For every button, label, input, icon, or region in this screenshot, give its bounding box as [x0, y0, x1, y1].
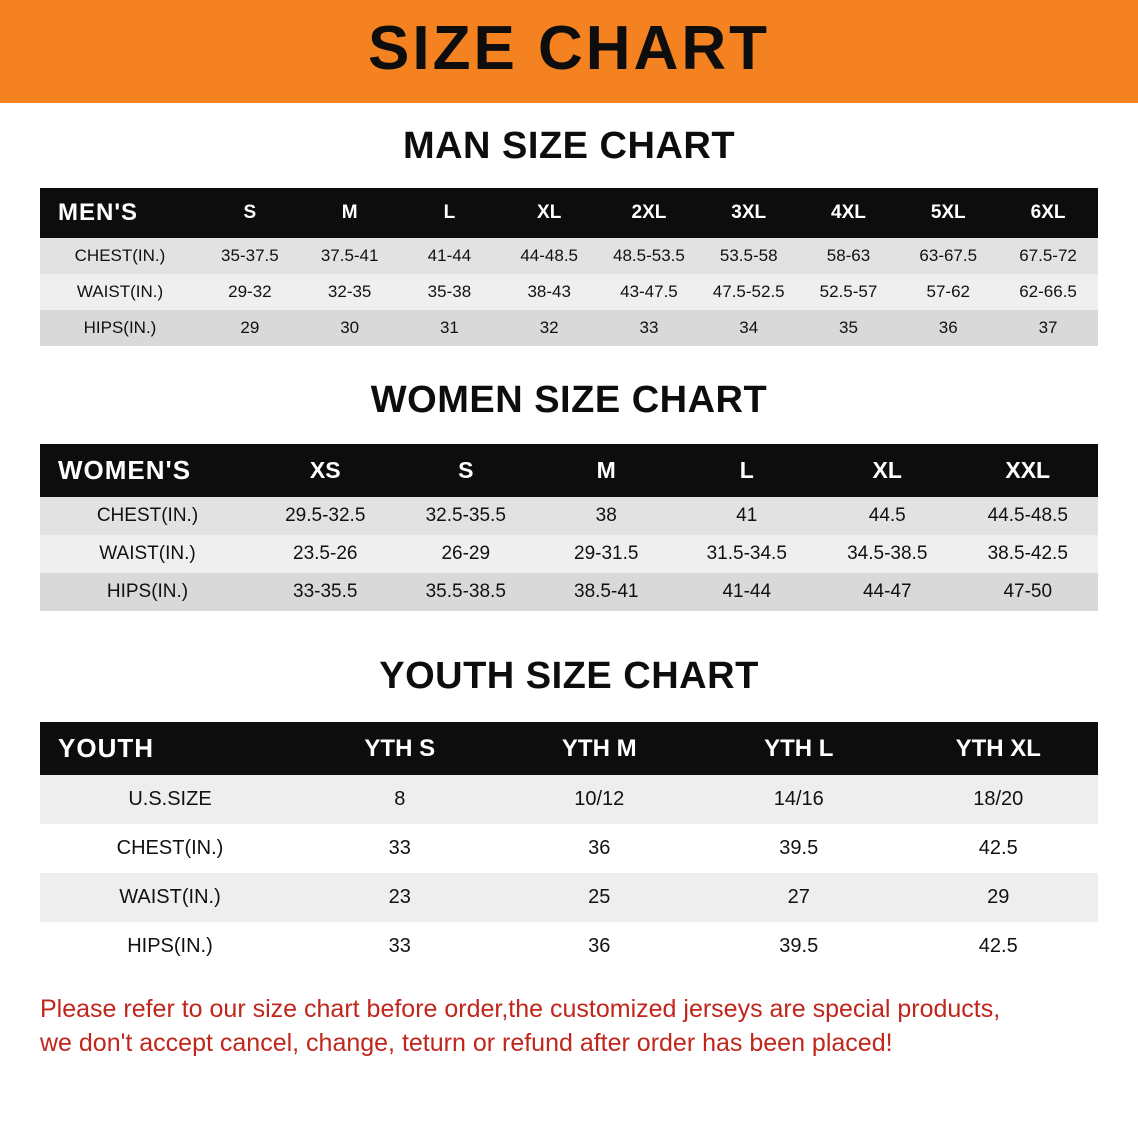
column-header: S — [396, 444, 537, 497]
table-cell: 29 — [899, 873, 1099, 922]
table-cell: 8 — [300, 775, 500, 824]
table-cell: 29-32 — [200, 274, 300, 310]
row-label: HIPS(IN.) — [40, 922, 300, 971]
man-size-table-wrapper — [0, 188, 1138, 346]
women-size-table — [40, 444, 1098, 611]
table-row — [40, 310, 1098, 346]
table-cell: 35 — [799, 310, 899, 346]
table-cell: 42.5 — [899, 922, 1099, 971]
column-header: YTH S — [300, 722, 500, 775]
table-cell: 33 — [300, 922, 500, 971]
table-row — [40, 873, 1098, 922]
disclaimer-line-2: we don't accept cancel, change, teturn or refund after order has been placed! — [40, 1028, 893, 1057]
row-label: WAIST(IN.) — [40, 535, 255, 573]
table-header-row — [40, 444, 1098, 497]
row-label: CHEST(IN.) — [40, 824, 300, 873]
table-cell: 23.5-26 — [255, 535, 396, 573]
man-section-title: MAN SIZE CHART — [402, 125, 736, 167]
table-cell: 37.5-41 — [300, 238, 400, 274]
table-row — [40, 274, 1098, 310]
row-label: WAIST(IN.) — [40, 873, 300, 922]
table-cell: 39.5 — [699, 922, 899, 971]
table-row — [40, 824, 1098, 873]
table-cell: 38.5-42.5 — [958, 535, 1099, 573]
column-header: XS — [255, 444, 396, 497]
table-cell: 18/20 — [899, 775, 1099, 824]
table-cell: 33 — [300, 824, 500, 873]
table-cell: 47.5-52.5 — [699, 274, 799, 310]
column-header: L — [677, 444, 818, 497]
table-cell: 39.5 — [699, 824, 899, 873]
table-cell: 38 — [536, 497, 677, 535]
youth-size-table — [40, 722, 1098, 971]
table-cell: 34.5-38.5 — [817, 535, 958, 573]
table-cell: 52.5-57 — [799, 274, 899, 310]
table-cell: 34 — [699, 310, 799, 346]
table-cell: 27 — [699, 873, 899, 922]
table-cell: 42.5 — [899, 824, 1099, 873]
table-cell: 44.5 — [817, 497, 958, 535]
youth-section-title: YOUTH SIZE CHART — [379, 655, 759, 697]
table-row — [40, 922, 1098, 971]
table-cell: 31.5-34.5 — [677, 535, 818, 573]
table-cell: 31 — [400, 310, 500, 346]
table-cell: 36 — [898, 310, 998, 346]
table-row — [40, 775, 1098, 824]
youth-size-table-wrapper — [0, 722, 1138, 971]
disclaimer-note — [40, 993, 1098, 1061]
table-cell: 43-47.5 — [599, 274, 699, 310]
column-header: L — [400, 188, 500, 238]
table-cell: 35.5-38.5 — [396, 573, 537, 611]
column-header: S — [200, 188, 300, 238]
column-header: YTH M — [500, 722, 700, 775]
table-header-row — [40, 722, 1098, 775]
table-cell: 32-35 — [300, 274, 400, 310]
row-label: WAIST(IN.) — [40, 274, 200, 310]
column-header: YOUTH — [40, 722, 300, 775]
table-cell: 33 — [599, 310, 699, 346]
table-cell: 63-67.5 — [898, 238, 998, 274]
column-header: M — [536, 444, 677, 497]
column-header: XXL — [958, 444, 1099, 497]
table-header-row — [40, 188, 1098, 238]
table-cell: 58-63 — [799, 238, 899, 274]
table-cell: 47-50 — [958, 573, 1099, 611]
table-cell: 25 — [500, 873, 700, 922]
table-cell: 67.5-72 — [998, 238, 1098, 274]
table-cell: 29-31.5 — [536, 535, 677, 573]
row-label: HIPS(IN.) — [40, 573, 255, 611]
table-cell: 48.5-53.5 — [599, 238, 699, 274]
table-cell: 41 — [677, 497, 818, 535]
table-cell: 23 — [300, 873, 500, 922]
table-cell: 32.5-35.5 — [396, 497, 537, 535]
table-cell: 30 — [300, 310, 400, 346]
table-cell: 10/12 — [500, 775, 700, 824]
disclaimer-line-1: Please refer to our size chart before order,the customized jerseys are special products, — [40, 995, 1001, 1023]
table-cell: 14/16 — [699, 775, 899, 824]
table-cell: 26-29 — [396, 535, 537, 573]
table-cell: 37 — [998, 310, 1098, 346]
column-header: YTH L — [699, 722, 899, 775]
table-cell: 29.5-32.5 — [255, 497, 396, 535]
column-header: 5XL — [898, 188, 998, 238]
column-header: XL — [817, 444, 958, 497]
table-cell: 29 — [200, 310, 300, 346]
table-cell: 35-38 — [400, 274, 500, 310]
table-cell: 32 — [499, 310, 599, 346]
table-row — [40, 238, 1098, 274]
women-size-table-wrapper — [0, 444, 1138, 611]
table-row — [40, 535, 1098, 573]
table-cell: 44.5-48.5 — [958, 497, 1099, 535]
table-cell: 36 — [500, 824, 700, 873]
column-header: 4XL — [799, 188, 899, 238]
row-label: HIPS(IN.) — [40, 310, 200, 346]
page-banner — [0, 0, 1138, 103]
table-cell: 57-62 — [898, 274, 998, 310]
page-title: SIZE CHART — [368, 13, 770, 83]
table-cell: 38.5-41 — [536, 573, 677, 611]
column-header: MEN'S — [40, 188, 200, 238]
man-size-table — [40, 188, 1098, 346]
column-header: 6XL — [998, 188, 1098, 238]
table-cell: 35-37.5 — [200, 238, 300, 274]
table-cell: 38-43 — [499, 274, 599, 310]
column-header: YTH XL — [899, 722, 1099, 775]
table-cell: 44-48.5 — [499, 238, 599, 274]
table-cell: 44-47 — [817, 573, 958, 611]
table-cell: 41-44 — [677, 573, 818, 611]
table-cell: 33-35.5 — [255, 573, 396, 611]
table-cell: 53.5-58 — [699, 238, 799, 274]
table-row — [40, 573, 1098, 611]
row-label: CHEST(IN.) — [40, 238, 200, 274]
column-header: XL — [499, 188, 599, 238]
column-header: WOMEN'S — [40, 444, 255, 497]
table-cell: 41-44 — [400, 238, 500, 274]
column-header: 2XL — [599, 188, 699, 238]
row-label: CHEST(IN.) — [40, 497, 255, 535]
column-header: M — [300, 188, 400, 238]
table-row — [40, 497, 1098, 535]
table-cell: 36 — [500, 922, 700, 971]
women-section-title: WOMEN SIZE CHART — [370, 379, 768, 421]
column-header: 3XL — [699, 188, 799, 238]
table-cell: 62-66.5 — [998, 274, 1098, 310]
row-label: U.S.SIZE — [40, 775, 300, 824]
